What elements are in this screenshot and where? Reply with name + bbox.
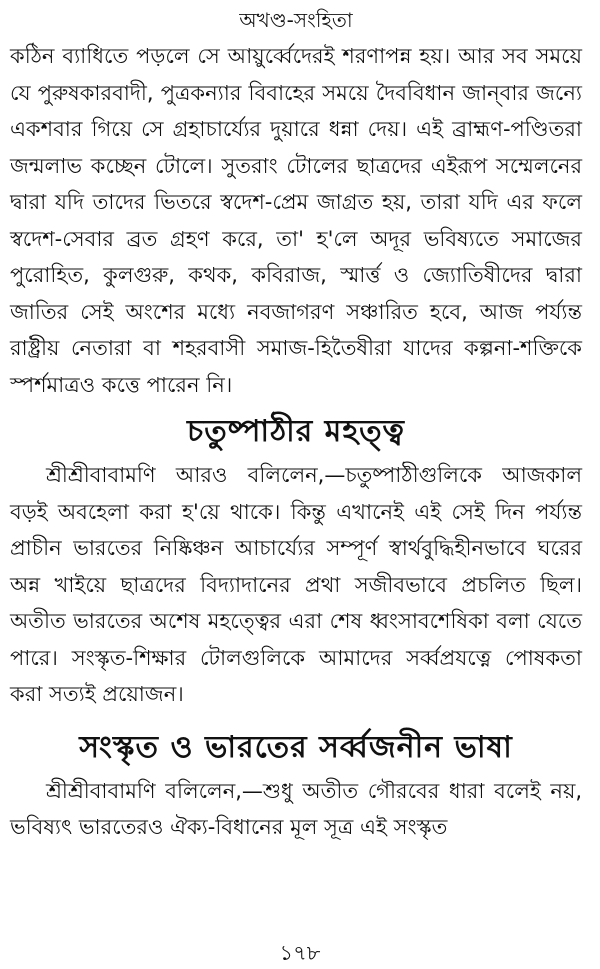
paragraph-chatushpathi: শ্রীশ্রীবাবামণি আরও বলিলেন,—চতুষ্পাঠীগুলিকে আজকাল বড়ই অবহেলা করা হ'য়ে থাকে। কিন্তু এখানেই এই সেই দিন পর্য্যন্ত প্রাচীন ভারতের নিষ্কিঞ্চন আচার্য্যের সম্পূর্ণ স্বার্থবুদ্ধিহীনভাবে ঘরের অন্ন খাইয়ে ছাত্রদের বিদ্যাদানের প্রথা সজীবভাবে প্রচলিত ছিল। অতীত ভারতের অশেষ মহত্ত্বের এরা শেষ ধ্বংসাবশেষিকা বলা যেতে পারে। সংস্কৃত-শিক্ষার টোলগুলিকে আমাদের সর্ব্বপ্রযত্নে পোষকতা করা সত্যই প্রয়োজন। [10, 463, 582, 706]
section-heading-sanskrit: সংস্কৃত ও ভারতের সর্ব্বজনীন ভাষা [79, 729, 513, 765]
section-heading-chatushpathi: চতুষ্পাঠীর মহত্ত্ব [187, 414, 405, 449]
running-head: অখণ্ড-সংহিতা [239, 8, 353, 32]
paragraph-continued: কঠিন ব্যাধিতে পড়লে সে আয়ুর্ব্বেদেরই শরণাপন্ন হয়। আর সব সময়ে যে পুরুষকারবাদী, পুত্রকন্যার বিবাহের সময়ে দৈববিধান জান্‌বার জন্যে একশবার গিয়ে সে গ্রহাচার্য্যের দুয়ারে ধন্না দেয়। এই ব্রাহ্মণ-পণ্ডিতরা জন্মলাভ কচ্ছেন টোলে। সুতরাং টোলের ছাত্রদের এইরূপ সম্মেলনের দ্বারা যদি তাদের ভিতরে স্বদেশ-প্রেম জাগ্রত হয়, তারা যদি এর ফলে স্বদেশ-সেবার ব্রত গ্রহণ করে, তা' হ'লে অদূর ভবিষ্যতে সমাজের পুরোহিত, কুলগুরু, কথক, কবিরাজ, স্মার্ত্ত ও জ্যোতিষীদের দ্বারা জাতির সেই অংশের মধ্যে নবজাগরণ সঞ্চারিত হবে, আজ পর্য্যন্ত রাষ্ট্রীয় নেতারা বা শহরবাসী সমাজ-হিতৈষীরা যাদের কল্পনা-শক্তিকে স্পর্শমাত্রও কত্তে পারেন নি। [10, 44, 582, 397]
paragraph-sanskrit: শ্রীশ্রীবাবামণি বলিলেন,—শুধু অতীত গৌরবের ধারা বলেই নয়, ভবিষ্যৎ ভারতেরও ঐক্য-বিধানের মূল সূত্র এই সংস্কৃত [10, 778, 582, 839]
page-number: ১৭৮ [279, 941, 321, 965]
